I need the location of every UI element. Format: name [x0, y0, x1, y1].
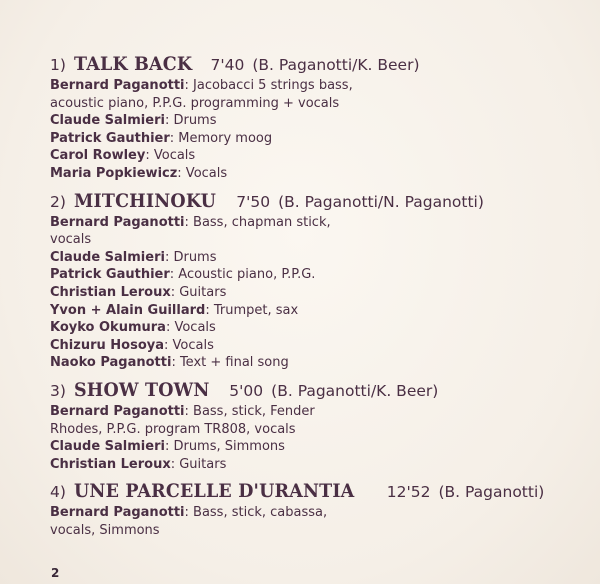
musician-role: : Bass, chapman stick, [184, 214, 331, 230]
credit-row [50, 522, 590, 540]
musician-name: Bernard Paganotti [50, 403, 185, 419]
track-title: TALK BACK [73, 53, 193, 75]
musician-name: Carol Rowley [50, 148, 146, 164]
track-number: 1) [50, 56, 66, 74]
musician-name: Claude Salmieri [50, 113, 165, 129]
track-credits [50, 77, 590, 183]
musician-name: Maria Popkiewicz [50, 165, 178, 181]
credit-row [50, 266, 590, 284]
musician-name: Bernard Paganotti [50, 214, 185, 230]
credit-row [50, 456, 590, 474]
track-listing [50, 52, 590, 545]
track-4 [50, 479, 590, 539]
musician-name: Chizuru Hosoya [50, 337, 164, 353]
track-header [50, 378, 590, 403]
track-3 [50, 378, 590, 473]
musician-name: Yvon + Alain Guillard [50, 302, 206, 318]
musician-name: Bernard Paganotti [50, 505, 185, 521]
track-duration: 12'52 [386, 483, 431, 502]
musician-name: Claude Salmieri [50, 439, 165, 455]
track-title: SHOW TOWN [73, 378, 210, 401]
credit-row [50, 231, 590, 249]
track-composers: (B. Paganotti/N. Paganotti) [278, 192, 484, 211]
musician-role: vocals, Simmons [50, 522, 160, 538]
musician-role: : Bass, stick, Fender [184, 403, 315, 419]
credit-row [50, 77, 590, 95]
musician-name: Christian Leroux [50, 456, 171, 472]
track-number: 4) [50, 483, 66, 502]
musician-role: vocals [50, 232, 92, 248]
musician-name: Koyko Okumura [50, 320, 166, 336]
credit-row [50, 302, 590, 320]
track-header [50, 479, 590, 504]
credit-row [50, 147, 590, 165]
credit-row [50, 165, 590, 183]
track-title: UNE PARCELLE D'URANTIA [73, 480, 355, 503]
track-credits [50, 504, 590, 539]
credit-row [50, 319, 590, 337]
track-duration: 7'40 [210, 56, 245, 74]
track-2 [50, 189, 590, 372]
credit-row [50, 354, 590, 372]
musician-role: : Jacobacci 5 strings bass, [184, 78, 353, 93]
musician-role: : Guitars [170, 284, 227, 300]
track-header [50, 52, 590, 77]
musician-name: Claude Salmieri [50, 249, 165, 265]
track-composers: (B. Paganotti) [438, 483, 545, 502]
credit-row [50, 284, 590, 302]
musician-role: : Vocals [145, 148, 196, 164]
track-composers: (B. Paganotti/K. Beer) [271, 381, 439, 400]
musician-role: Rhodes, P.P.G. program TR808, vocals [50, 421, 296, 437]
credit-row [50, 130, 590, 148]
musician-role: : Bass, stick, cabassa, [184, 505, 328, 521]
track-credits [50, 214, 590, 372]
musician-name: Naoko Paganotti [50, 355, 172, 371]
track-header [50, 189, 590, 214]
credit-row [50, 438, 590, 456]
credit-row [50, 214, 590, 232]
musician-role: : Memory moog [169, 130, 273, 146]
musician-name: Patrick Gauthier [50, 130, 170, 146]
musician-role: : Drums [164, 113, 217, 129]
track-composers: (B. Paganotti/K. Beer) [252, 56, 420, 74]
musician-role: : Trumpet, sax [205, 302, 299, 318]
credit-row [50, 403, 590, 421]
musician-role: : Drums, Simmons [164, 439, 285, 455]
musician-name: Christian Leroux [50, 284, 171, 300]
track-number: 2) [50, 192, 66, 211]
credit-row [50, 112, 590, 130]
credit-row [50, 421, 590, 439]
musician-role: : Vocals [164, 337, 214, 353]
credit-row [50, 337, 590, 355]
credit-row [50, 504, 590, 522]
musician-role: : Acoustic piano, P.P.G. [169, 267, 316, 283]
track-1 [50, 52, 590, 183]
musician-role: : Text + final song [171, 355, 289, 371]
track-credits [50, 403, 590, 473]
musician-name: Patrick Gauthier [50, 267, 170, 283]
page-number: 2 [51, 566, 60, 580]
musician-role: : Guitars [170, 456, 227, 472]
track-duration: 5'00 [229, 381, 264, 400]
musician-name: Bernard Paganotti [50, 78, 185, 93]
musician-role: : Vocals [165, 320, 216, 336]
credit-row [50, 95, 590, 113]
credit-row [50, 249, 590, 267]
track-number: 3) [50, 381, 66, 400]
musician-role: acoustic piano, P.P.G. programming + vocals [50, 95, 340, 111]
track-title: MITCHINOKU [73, 189, 216, 212]
track-duration: 7'50 [236, 192, 271, 211]
musician-role: : Vocals [177, 165, 228, 181]
musician-role: : Drums [164, 249, 217, 265]
